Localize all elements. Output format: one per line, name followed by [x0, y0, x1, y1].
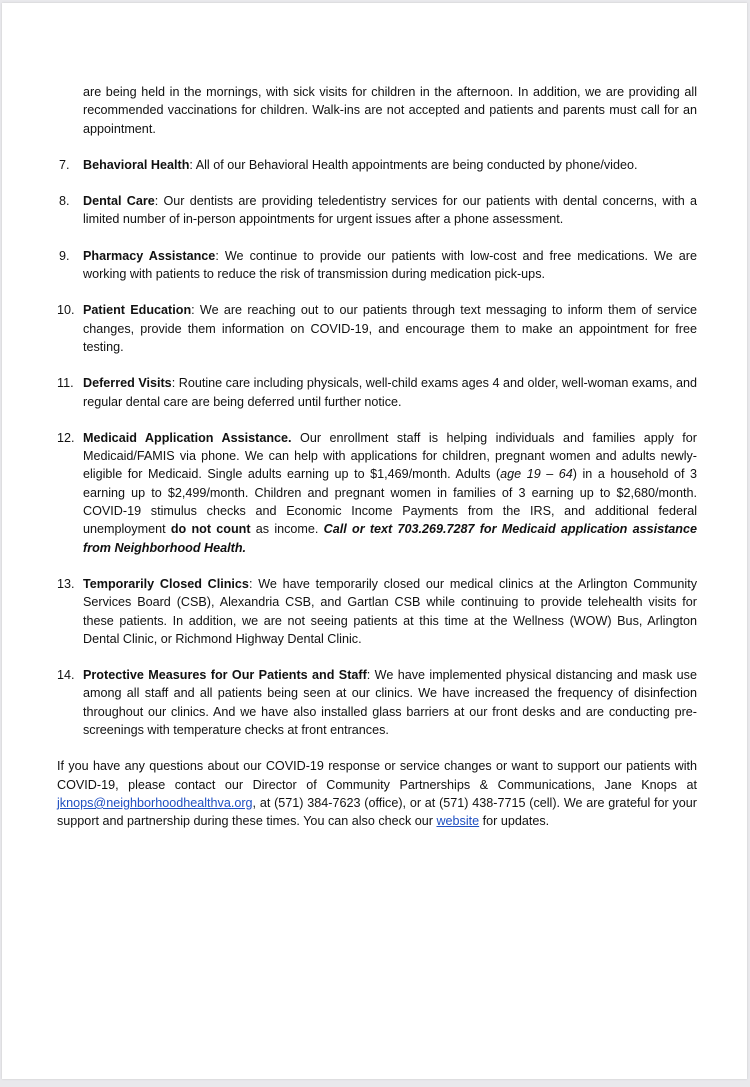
list-item-patient-education [57, 301, 697, 356]
closing-text: , at (571) 384-7623 (office), or at (571) 438-7715 (cell). We are grateful for your support and partnership during these times. You can also check our [57, 795, 697, 829]
closing-text: If you have any questions about our COVID-19 response or service changes or want to support our patients with COVID-19, please contact our Director of Community Partnerships & Communications, Jane Knops at [57, 759, 697, 792]
emphasis-text: do not count [170, 522, 251, 537]
item-number: 13. [57, 576, 75, 591]
item-text: as income. [250, 522, 324, 537]
item-text: : All of our Behavioral Health appointments are being conducted by phone/video. [189, 157, 638, 172]
item-title: Patient Education [83, 303, 192, 318]
website-link[interactable]: website [436, 814, 480, 829]
list-item-behavioral-health [57, 156, 697, 174]
closing-text: for updates. [479, 814, 550, 829]
page-content [57, 83, 697, 831]
item-title: Deferred Visits [83, 376, 172, 391]
item-text: Our enrollment staff is helping individuals and families apply for Medicaid/FAMIS via phone. We can help with applications for children, pregnant women and adults newly-eligible for Medicaid. Single adults earning up to $1,469/month. Adults ( [83, 430, 697, 482]
item-number: 12. [57, 430, 75, 445]
list-item-deferred-visits [57, 374, 697, 411]
item-text: : Our dentists are providing teledentistry services for our patients with dental concerns, with a limited number of in-person appointments for urgent issues after a phone assessment. [83, 194, 697, 227]
item-title: Dental Care [83, 194, 155, 209]
document-page [2, 3, 747, 1079]
item-number: 10. [57, 303, 75, 318]
item-text: : We have implemented physical distancing and mask use among all staff and all patients being seen at our clinics. We have increased the frequency of disinfection throughout our clinics. And we have also installed glass barriers at our front desks and are conducting pre-screenings with temperature checks at front entrances. [83, 668, 697, 738]
item-number: 7. [59, 157, 70, 172]
item-text: : Routine care including physicals, well-child exams ages 4 and older, well-woman exams, and regular dental care are being deferred until further notice. [83, 376, 697, 409]
item-number: 9. [59, 248, 70, 263]
item-title: Protective Measures for Our Patients and Staff [83, 668, 367, 683]
item-title: Pharmacy Assistance [83, 248, 216, 263]
age-range: age 19 – 64 [500, 467, 573, 482]
closing-paragraph [57, 757, 697, 830]
list-item-medicaid-assistance [57, 429, 697, 557]
item-number: 8. [59, 194, 70, 209]
item-title: Temporarily Closed Clinics [83, 576, 249, 591]
list-item-protective-measures [57, 666, 697, 739]
item-title: Medicaid Application Assistance. [83, 430, 292, 445]
list-item-closed-clinics [57, 575, 697, 648]
list-item-dental-care [57, 192, 697, 229]
item-number: 11. [57, 376, 74, 391]
item-text: ) in a household of 3 earning up to $2,499/month. Children and pregnant women in families of 3 earning up to $2,680/month. COVID-19 stimulus checks and Economic Income Payments from the IRS, and additional federal unemployment [83, 467, 698, 537]
call-to-action: Call or text 703.269.7287 for Medicaid application assistance from Neighborhood Health. [83, 522, 697, 555]
item-text: : We continue to provide our patients with low-cost and free medications. We are working with patients to reduce the risk of transmission during medication pick-ups. [83, 248, 697, 282]
item-title: Behavioral Health [83, 157, 190, 172]
item-text: : We have temporarily closed our medical clinics at the Arlington Community Services Board (CSB), Alexandria CSB, and Gartlan CSB while continuing to provide telehealth visits for these patients. In addition, we are not seeing patients at this time at the Wellness (WOW) Bus, Arlington Dental Clinic, or Richmond Highway Dental Clinic. [83, 576, 697, 646]
item-number: 14. [57, 668, 75, 683]
item-6-continuation: are being held in the mornings, with sick visits for children in the afternoon. In addition, we are providing all recommended vaccinations for children. Walk-ins are not accepted and patients and parents must call for an appointment. [83, 85, 697, 136]
email-link[interactable]: jknops@neighborhoodhealthva.org [57, 795, 253, 810]
item-text: : We are reaching out to our patients through text messaging to inform them of service changes, provide them information on COVID-19, and encourage them to make an appointment for free testing. [83, 303, 698, 354]
list-item-pharmacy-assistance [57, 247, 697, 284]
